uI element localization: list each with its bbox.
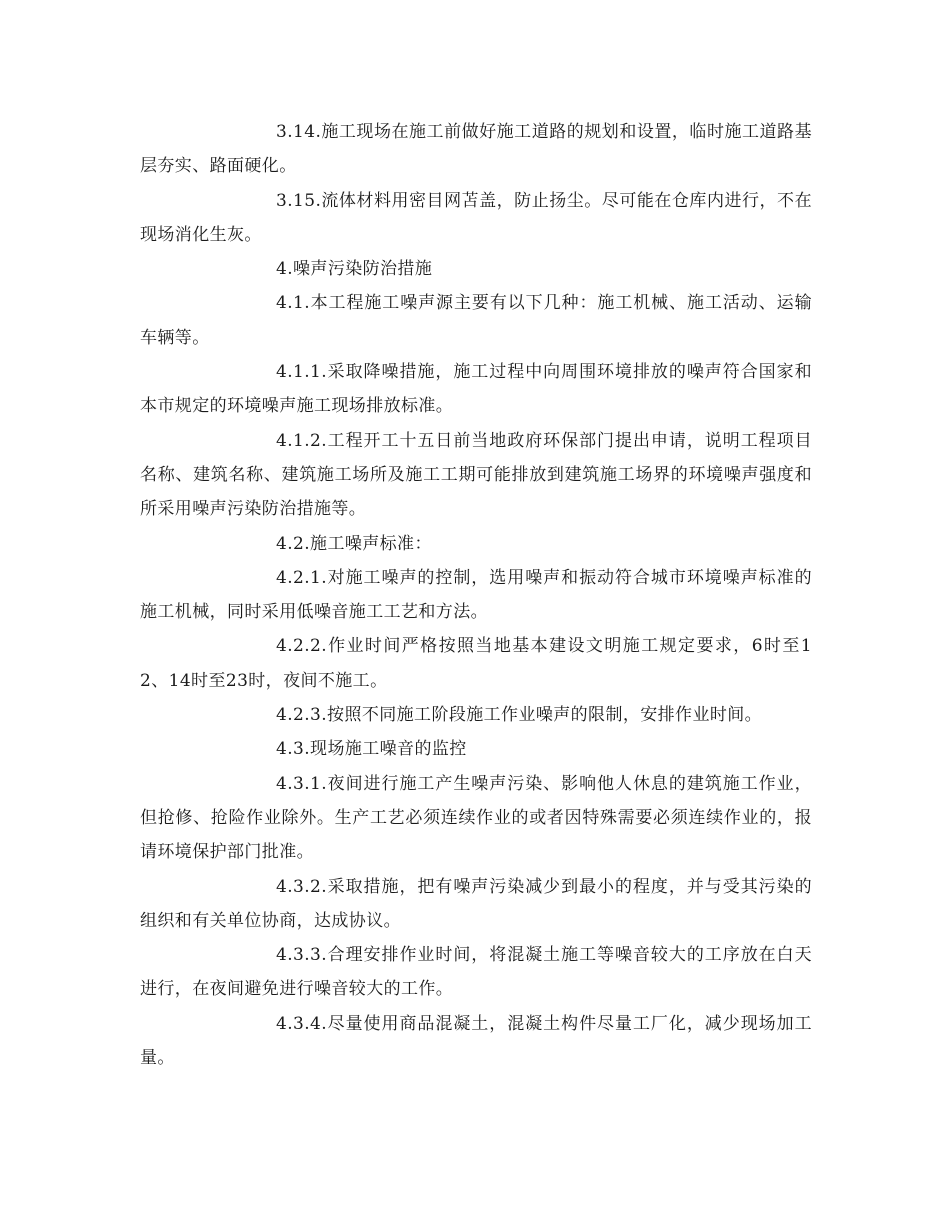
paragraph-4-1-1: 4.1.1.采取降噪措施，施工过程中向周围环境排放的噪声符合国家和本市规定的环境噪声施工现场排放标准。 — [140, 362, 812, 417]
paragraph-4-2-1: 4.2.1.对施工噪声的控制，选用噪声和振动符合城市环境噪声标准的施工机械，同时采用低噪音施工工艺和方法。 — [140, 567, 812, 623]
section-heading-4: 4.噪声污染防治措施 — [276, 259, 433, 280]
document-page — [140, 115, 812, 1115]
paragraph-4-1: 4.1.本工程施工噪声源主要有以下几种：施工机械、施工活动、运输车辆等。 — [140, 293, 812, 348]
paragraph-3-14: 3.14.施工现场在施工前做好施工道路的规划和设置，临时施工道路基层夯实、路面硬化。 — [140, 122, 812, 177]
paragraph-4-3-1: 4.3.1.夜间进行施工产生噪声污染、影响他人休息的建筑施工作业，但抢修、抢险作业除外。生产工艺必须连续作业的或者因特殊需要必须连续作业的，报请环境保护部门批准。 — [140, 773, 812, 863]
paragraph-4-1-2: 4.1.2.工程开工十五日前当地政府环保部门提出申请，说明工程项目名称、建筑名称、建筑施工场所及施工工期可能排放到建筑施工场界的环境噪声强度和所采用噪声污染防治措施等。 — [140, 430, 812, 520]
paragraph-3-15: 3.15.流体材料用密目网苫盖，防止扬尘。尽可能在仓库内进行，不在现场消化生灰。 — [140, 190, 812, 245]
paragraph-4-2-3: 4.2.3.按照不同施工阶段施工作业噪声的限制，安排作业时间。 — [276, 705, 763, 726]
section-heading-4-3: 4.3.现场施工噪音的监控 — [276, 739, 467, 760]
section-heading-4-2: 4.2.施工噪声标准： — [276, 533, 432, 554]
paragraph-4-2-2: 4.2.2.作业时间严格按照当地基本建设文明施工规定要求，6时至12、14时至23时，夜间不施工。 — [140, 636, 812, 691]
paragraph-4-3-3: 4.3.3.合理安排作业时间，将混凝土施工等噪音较大的工序放在白天进行，在夜间避免进行噪音较大的工作。 — [140, 945, 812, 1000]
paragraph-4-3-2: 4.3.2.采取措施，把有噪声污染减少到最小的程度，并与受其污染的组织和有关单位协商，达成协议。 — [140, 876, 812, 931]
paragraph-4-3-4: 4.3.4.尽量使用商品混凝土，混凝土构件尽量工厂化，减少现场加工量。 — [140, 1013, 812, 1069]
